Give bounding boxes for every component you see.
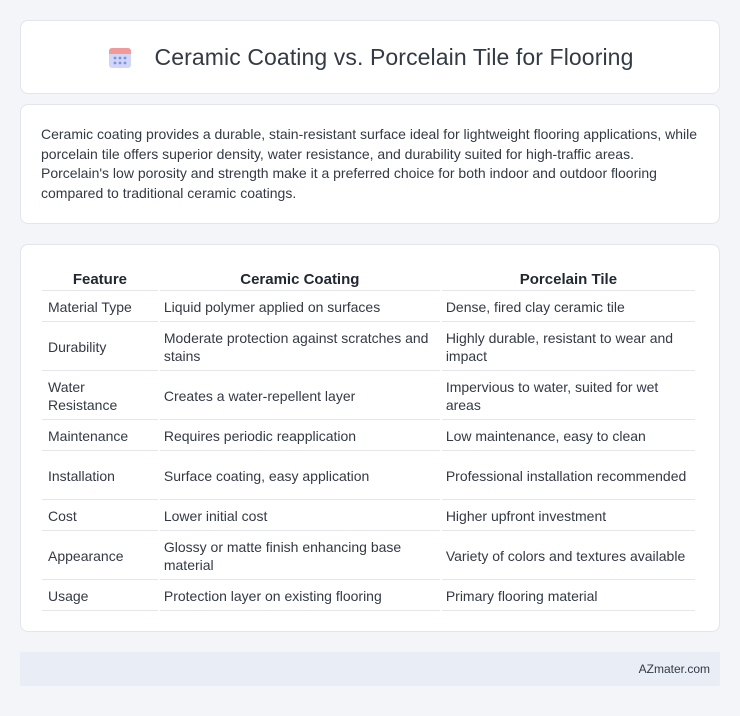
summary-card: [20, 104, 720, 224]
ceramic-cell: Requires periodic reapplication: [160, 420, 440, 451]
comparison-table: [40, 265, 697, 611]
ceramic-cell: Liquid polymer applied on surfaces: [160, 291, 440, 322]
header-feature: Feature: [42, 265, 158, 291]
porcelain-cell: Dense, fired clay ceramic tile: [442, 291, 695, 322]
porcelain-cell: Low maintenance, easy to clean: [442, 420, 695, 451]
feature-cell: Durability: [42, 322, 158, 371]
feature-cell: Material Type: [42, 291, 158, 322]
ceramic-cell: Protection layer on existing flooring: [160, 580, 440, 611]
porcelain-cell: Primary flooring material: [442, 580, 695, 611]
ceramic-cell: Creates a water-repellent layer: [160, 371, 440, 420]
feature-cell: Cost: [42, 500, 158, 531]
ceramic-cell: Surface coating, easy application: [160, 451, 440, 500]
ceramic-cell: Moderate protection against scratches and stains: [160, 322, 440, 371]
footer-bar: [20, 652, 720, 686]
porcelain-cell: Variety of colors and textures available: [442, 531, 695, 580]
porcelain-cell: Impervious to water, suited for wet areas: [442, 371, 695, 420]
porcelain-cell: Higher upfront investment: [442, 500, 695, 531]
porcelain-cell: Professional installation recommended: [442, 451, 695, 500]
table-row: [42, 291, 695, 322]
comparison-table-card: [20, 244, 720, 632]
table-row: [42, 580, 695, 611]
page-title: Ceramic Coating vs. Porcelain Tile for Flooring: [154, 43, 634, 70]
header-porcelain-tile: Porcelain Tile: [442, 265, 695, 291]
footer-brand: AZmater.com: [638, 662, 710, 676]
table-row: [42, 371, 695, 420]
calendar-icon: [107, 44, 133, 70]
table-row: [42, 420, 695, 451]
feature-cell: Appearance: [42, 531, 158, 580]
feature-cell: Usage: [42, 580, 158, 611]
feature-cell: Installation: [42, 451, 158, 500]
table-row: [42, 322, 695, 371]
ceramic-cell: Lower initial cost: [160, 500, 440, 531]
feature-cell: Water Resistance: [42, 371, 158, 420]
table-row: [42, 451, 695, 500]
title-card: [20, 20, 720, 94]
ceramic-cell: Glossy or matte finish enhancing base material: [160, 531, 440, 580]
summary-paragraph: Ceramic coating provides a durable, stain-resistant surface ideal for lightweight flooring applications, while porcelain tile offers superior density, water resistance, and durability suited for high-traffic areas. Porcelain's low porosity and strength make it a preferred choice for both indoor and outdoor flooring compared to traditional ceramic coatings.: [41, 126, 698, 201]
header-ceramic-coating: Ceramic Coating: [160, 265, 440, 291]
porcelain-cell: Highly durable, resistant to wear and impact: [442, 322, 695, 371]
table-header-row: [42, 265, 695, 291]
feature-cell: Maintenance: [42, 420, 158, 451]
table-row: [42, 531, 695, 580]
table-row: [42, 500, 695, 531]
